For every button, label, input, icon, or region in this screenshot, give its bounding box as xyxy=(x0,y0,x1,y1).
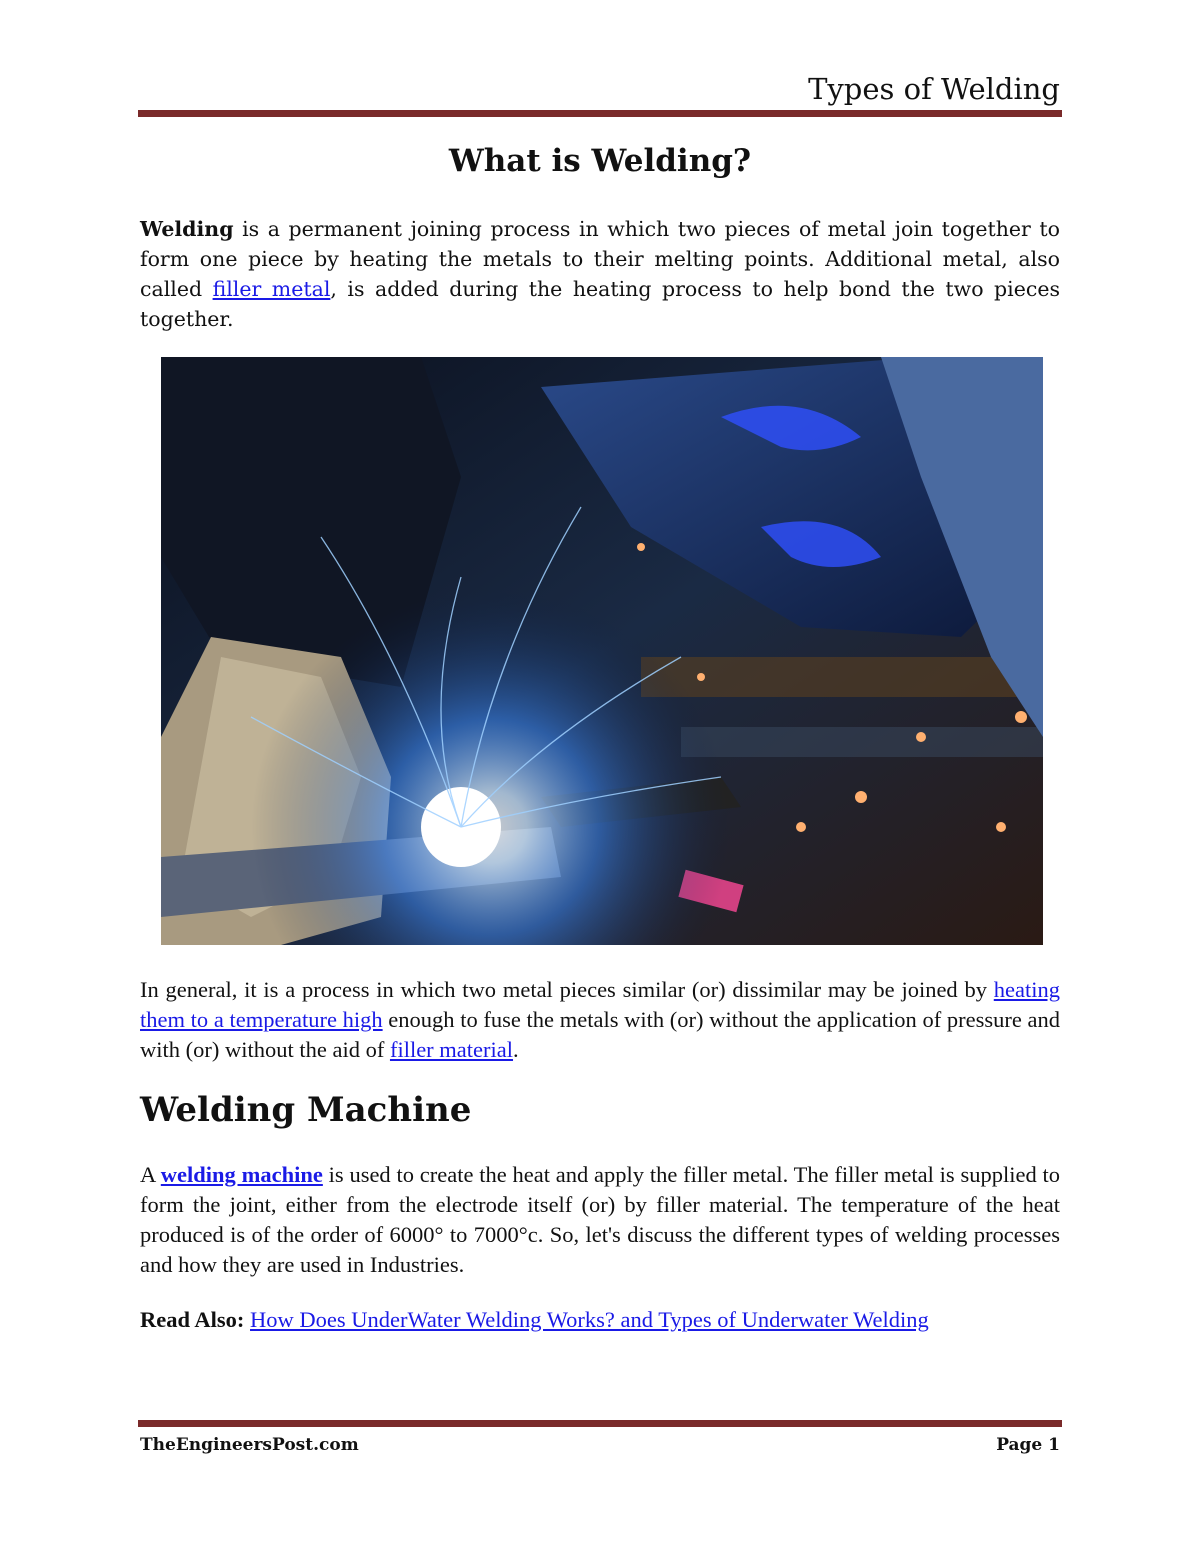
filler-metal-link[interactable]: filler metal xyxy=(212,277,331,301)
header-rule xyxy=(138,110,1062,117)
page-title: What is Welding? xyxy=(448,143,752,179)
read-also-paragraph xyxy=(140,1305,1060,1335)
filler-material-link[interactable]: filler material xyxy=(389,1037,514,1062)
welding-term: Welding xyxy=(140,217,234,241)
header-title: Types of Welding xyxy=(808,72,1060,106)
general-text-2: enough to fuse the metals with (or) without the application of pressure and with (or) without the aid of xyxy=(140,1007,1060,1062)
machine-text-2: is used to create the heat and apply the filler metal. The filler metal is supplied to form the joint, either from the electrode itself (or) by filler material. The temperature of the heat produced is of the order of 6000° to 7000°c. So, let's discuss the different types of welding processes and how they are used in Industries. xyxy=(140,1162,1060,1277)
section-heading-welding-machine: Welding Machine xyxy=(140,1090,472,1130)
welding-machine-link[interactable]: welding machine xyxy=(160,1162,323,1187)
footer-site-name: TheEngineersPost.com xyxy=(140,1435,359,1455)
machine-text-1: A xyxy=(140,1162,161,1187)
page-number: Page 1 xyxy=(996,1435,1060,1455)
intro-paragraph xyxy=(140,214,1060,334)
welding-machine-paragraph xyxy=(140,1160,1060,1280)
general-text-3: . xyxy=(513,1037,519,1062)
general-text-1: In general, it is a process in which two metal pieces similar (or) dissimilar may be joined by xyxy=(140,977,994,1002)
read-also-label: Read Also: xyxy=(140,1307,245,1332)
welder-photo xyxy=(161,357,1043,945)
intro-text-1: is a permanent joining process in which two pieces of metal join together to form one piece by heating the metals to their melting points. Additional metal, also called xyxy=(140,217,1060,301)
underwater-welding-link[interactable]: How Does UnderWater Welding Works? and Types of Underwater Welding xyxy=(250,1307,929,1332)
footer-rule xyxy=(138,1420,1062,1427)
heating-temperature-link[interactable]: heating them to a temperature high xyxy=(140,977,1060,1032)
intro-text-2: , is added during the heating process to help bond the two pieces together. xyxy=(140,277,1060,331)
general-paragraph xyxy=(140,975,1060,1065)
